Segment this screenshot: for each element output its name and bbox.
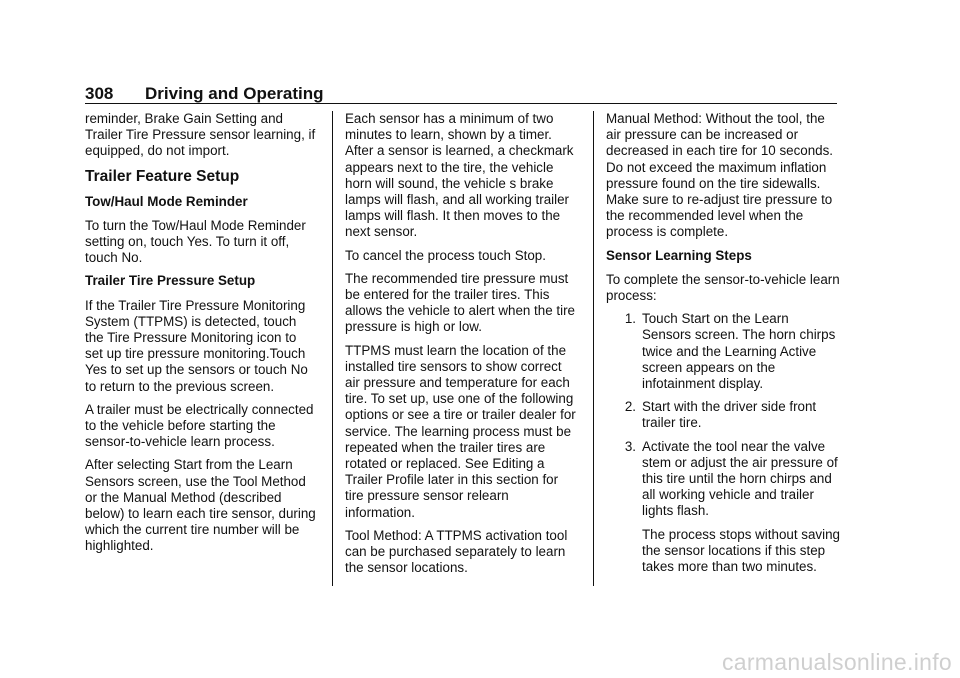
recommended-pressure-paragraph: The recommended tire pressure must be entered for the trailer tires. This allows the vehicle to alert when the tire pressure is high or low. [345, 270, 575, 335]
section-title: Driving and Operating [145, 84, 324, 103]
list-item [606, 439, 840, 520]
trailer-tire-pressure-heading: Trailer Tire Pressure Setup [85, 273, 256, 289]
sensor-timer-paragraph: Each sensor has a minimum of two minutes to learn, shown by a timer. After a sensor is learned, a checkmark appears next to the tire, the vehicle horn will sound, the vehicle s brake lamps will flash, and all working trailer lamps will flash. It then moves to the next sensor. [345, 111, 574, 240]
electric-connection-paragraph: A trailer must be electrically connected to the vehicle before starting the sensor-to-vehicle learn process. [85, 401, 314, 450]
manual-method-paragraph: Manual Method: Without the tool, the air pressure can be increased or decreased in each tire for 10 seconds. Do not exceed the maximum inflation pressure found on the tire sidewalls. Make sure to re-adjust tire pressure to the recommended level when the process is complete. [606, 111, 834, 240]
complete-process-paragraph: To complete the sensor-to-vehicle learn process: [606, 271, 840, 304]
step-text: Touch Start on the Learn Sensors screen. The horn chirps twice and the Learning Active screen appears on the infotainment display. [642, 311, 836, 392]
ttpms-learn-paragraph: TTPMS must learn the location of the installed tire sensors to show correct air pressure and temperature for each tire. To set up, use one of the following options or see a tire or trailer dealer for service. The learning process must be repeated when the trailer tires are rotated or replaced. See Editing a Trailer Profile later in this section for tire pressure sensor relearn information. [345, 342, 576, 520]
step-number: 2. [624, 399, 636, 415]
ttpms-paragraph: If the Trailer Tire Pressure Monitoring System (TTPMS) is detected, touch the Tire Pressure Monitoring icon to set up tire pressure monitoring.Touch Yes to set up the sensors or touch No to return to the previous screen. [85, 297, 308, 394]
cancel-paragraph: To cancel the process touch Stop. [345, 247, 546, 263]
tow-haul-paragraph: To turn the Tow/Haul Mode Reminder setting on, touch Yes. To turn it off, touch No. [85, 217, 306, 266]
column-1 [85, 111, 317, 562]
steps-list [606, 311, 840, 519]
list-item [606, 311, 840, 392]
intro-paragraph: reminder, Brake Gain Setting and Trailer Tire Pressure sensor learning, if equipped, do not import. [85, 111, 316, 159]
sensor-learning-steps-heading: Sensor Learning Steps [606, 247, 752, 263]
list-item [606, 399, 840, 431]
column-divider-2 [593, 111, 594, 586]
trailer-feature-setup-heading: Trailer Feature Setup [85, 167, 240, 185]
step-text: Activate the tool near the valve stem or adjust the air pressure of this tire until the horn chirps and all working vehicle and trailer lights flash. [642, 438, 838, 519]
step-number: 1. [624, 311, 636, 327]
tool-method-paragraph: Tool Method: A TTPMS activation tool can be purchased separately to learn the sensor locations. [345, 527, 568, 576]
after-selecting-paragraph: After selecting Start from the Learn Sensors screen, use the Tool Method or the Manual Method (described below) to learn each tire sensor, during which the current tire number will be highlighted. [85, 457, 316, 554]
page-number: 308 [85, 84, 114, 103]
column-divider-1 [332, 111, 333, 586]
step-note-paragraph: The process stops without saving the sensor locations if this step takes more than two minutes. [642, 526, 840, 575]
header-divider [85, 103, 837, 104]
column-2 [345, 111, 577, 583]
step-number: 3. [624, 438, 636, 454]
page-header [85, 84, 324, 104]
column-3 [606, 111, 840, 575]
tow-haul-heading: Tow/Haul Mode Reminder [85, 193, 248, 209]
watermark-text: carmanualsonline.info [721, 649, 952, 675]
step-text: Start with the driver side front trailer tire. [642, 399, 817, 431]
